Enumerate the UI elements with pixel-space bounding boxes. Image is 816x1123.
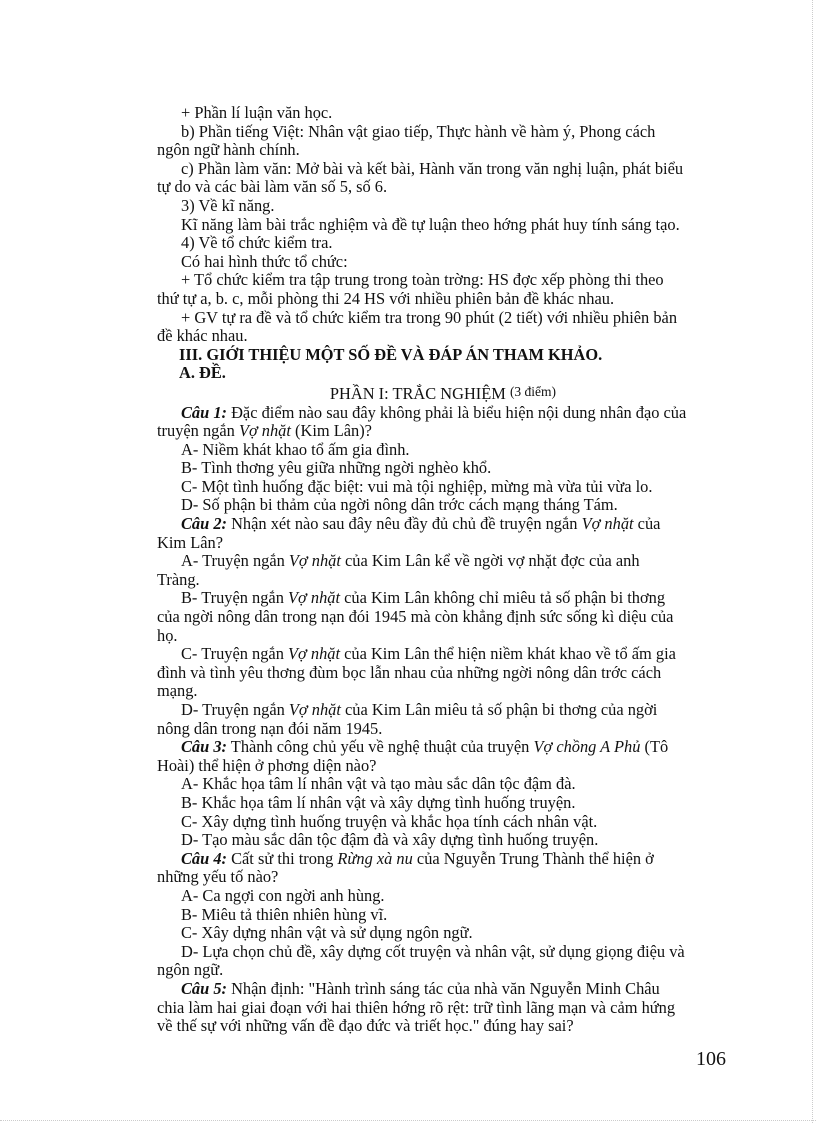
option-text: của Kim Lân kể về ngời vợ nhặt đợc của anh: [340, 551, 640, 571]
option-a: [157, 552, 729, 571]
option-text: C- Truyện ngắn: [181, 644, 289, 664]
question-text: của Nguyễn Trung Thành thể hiện ở: [412, 848, 654, 868]
option-a: A- Niềm khát khao tổ ấm gia đình.: [181, 439, 410, 459]
option-c: C- Xây dựng tình huống truyện và khắc họa tính cách nhân vật.: [181, 811, 598, 831]
question-text: Cất sử thi trong: [227, 848, 338, 868]
work-title: Vợ chồng A Phủ: [533, 737, 641, 757]
text-line: ngôn ngữ hành chính.: [157, 140, 300, 160]
question-5-cont: chia làm hai giai đoạn với hai thiên hớng rõ rệt: trữ tình lãng mạn và cảm hứng: [157, 997, 676, 1017]
question-label: Câu 4:: [181, 848, 227, 868]
question-text: (Tô: [640, 737, 669, 757]
question-label: Câu 2:: [181, 514, 227, 534]
option-b: B- Tình thơng yêu giữa những ngời nghèo khổ.: [181, 458, 492, 478]
option-a-cont: Tràng.: [157, 569, 200, 589]
text-line: thứ tự a, b. c, mỗi phòng thi 24 HS với nhiều phiên bản đề khác nhau.: [157, 288, 615, 308]
question-text: Thành công chủ yếu về nghệ thuật của truyện: [227, 737, 534, 757]
part-points: (3 điểm): [509, 383, 557, 399]
option-c: C- Xây dựng nhân vật và sử dụng ngôn ngữ.: [181, 923, 473, 943]
page-edge-bottom: [0, 1120, 816, 1121]
section-heading: III. GIỚI THIỆU MỘT SỐ ĐỀ VÀ ĐÁP ÁN THAM KHẢO.: [179, 344, 603, 364]
question-label: Câu 5:: [181, 978, 227, 998]
text-line: b) Phần tiếng Việt: Nhân vật giao tiếp, Thực hành về hàm ý, Phong cách: [181, 121, 656, 141]
option-b: B- Khắc họa tâm lí nhân vật và xây dựng tình huống truyện.: [181, 792, 576, 812]
question-4-cont: những yếu tố nào?: [157, 867, 279, 887]
question-label: Câu 3:: [181, 737, 227, 757]
option-a: A- Ca ngợi con ngời anh hùng.: [181, 885, 385, 905]
text-line: tự do và các bài làm văn số 5, số 6.: [157, 177, 388, 197]
option-b: [157, 589, 729, 608]
option-text: của Kim Lân không chỉ miêu tả số phận bi thơng: [340, 588, 666, 608]
work-title: Vợ nhặt: [288, 551, 341, 571]
text-line: + Phần lí luận văn học.: [181, 103, 333, 122]
option-c-cont: đình và tình yêu thơng đùm bọc lẫn nhau của những ngời nông dân trớc cách: [157, 662, 662, 682]
text-line: 4) Về tổ chức kiểm tra.: [181, 233, 333, 253]
question-5-cont: về thế sự với những vấn đề đạo đức và triết học." đúng hay sai?: [157, 1016, 574, 1036]
question-2-cont: Kim Lân?: [157, 532, 223, 552]
question-text: truyện ngắn: [157, 421, 239, 441]
option-b-cont: họ.: [157, 625, 178, 645]
question-text: Nhận xét nào sau đây nêu đầy đủ chủ đề truyện ngắn: [227, 514, 582, 534]
question-3-cont: Hoài) thể hiện ở phơng diện nào?: [157, 755, 377, 775]
option-c: [157, 645, 729, 664]
option-a: A- Khắc họa tâm lí nhân vật và tạo màu sắc dân tộc đậm đà.: [181, 774, 576, 794]
text-line: Có hai hình thức tổ chức:: [181, 251, 348, 271]
option-d: [157, 701, 729, 720]
question-3: [157, 738, 729, 757]
question-4: [157, 850, 729, 869]
work-title: Vợ nhặt: [288, 644, 341, 664]
question-label: Câu 1:: [181, 402, 227, 422]
question-text: của: [633, 514, 661, 534]
option-b: B- Miêu tả thiên nhiên hùng vĩ.: [181, 904, 388, 924]
question-5: [157, 980, 729, 999]
question-text: Đặc điểm nào sau đây không phải là biểu hiện nội dung nhân đạo của: [227, 402, 687, 422]
option-text: của Kim Lân thể hiện niềm khát khao về tổ ấm gia: [340, 644, 676, 664]
work-title: Vợ nhặt: [288, 588, 341, 608]
question-text: Nhận định: "Hành trình sáng tác của nhà văn Nguyễn Minh Châu: [227, 978, 660, 998]
question-2: [157, 515, 729, 534]
option-text: D- Truyện ngắn: [181, 700, 289, 719]
option-d-cont: ngôn ngữ.: [157, 960, 224, 980]
option-c: C- Một tình huống đặc biệt: vui mà tội nghiệp, mừng mà vừa tủi vừa lo.: [181, 476, 653, 496]
option-d: D- Tạo màu sắc dân tộc đậm đà và xây dựng tình huống truyện.: [181, 830, 599, 850]
option-text: của Kim Lân miêu tả số phận bi thơng của ngời: [340, 700, 658, 719]
body-text: [157, 104, 729, 1036]
option-b-cont: của ngời nông dân trong nạn đói 1945 mà còn khẳng định sức sống kì diệu của: [157, 607, 674, 627]
page-number: 106: [696, 1048, 726, 1070]
text-line: đề khác nhau.: [157, 326, 248, 346]
part-title: [157, 383, 729, 404]
question-text: (Kim Lân)?: [290, 421, 372, 441]
text-line: + Tổ chức kiểm tra tập trung trong toàn trờng: HS đợc xếp phòng thi theo: [181, 270, 664, 290]
work-title: Vợ nhặt: [581, 514, 634, 534]
text-line: c) Phần làm văn: Mở bài và kết bài, Hành văn trong văn nghị luận, phát biểu: [181, 158, 684, 178]
work-title: Vợ nhặt: [288, 700, 341, 719]
text-line: 3) Về kĩ năng.: [181, 195, 275, 215]
work-title: Vợ nhặt: [238, 421, 291, 441]
option-text: B- Truyện ngắn: [181, 588, 289, 608]
text-line: Kĩ năng làm bài trắc nghiệm và đề tự luận theo hớng phát huy tính sáng tạo.: [181, 214, 680, 234]
section-subheading: A. ĐỀ.: [179, 363, 226, 383]
option-d: D- Lựa chọn chủ đề, xây dựng cốt truyện và nhân vật, sử dụng giọng điệu và: [181, 941, 685, 961]
text-line: + GV tự ra đề và tổ chức kiểm tra trong 90 phút (2 tiết) với nhiều phiên bản: [181, 307, 678, 327]
option-c-cont: mạng.: [157, 681, 198, 701]
option-text: A- Truyện ngắn: [181, 551, 289, 571]
part-title-text: PHẦN I: TRẮC NGHIỆM: [329, 383, 506, 403]
question-1-cont: [157, 422, 729, 441]
option-d-cont: nông dân trong nạn đói năm 1945.: [157, 718, 383, 738]
page-edge-right: [812, 0, 813, 1123]
option-d: D- Số phận bi thảm của ngời nông dân trớc cách mạng tháng Tám.: [181, 495, 618, 515]
work-title: Rừng xà nu: [337, 848, 413, 868]
question-1: [157, 404, 729, 423]
